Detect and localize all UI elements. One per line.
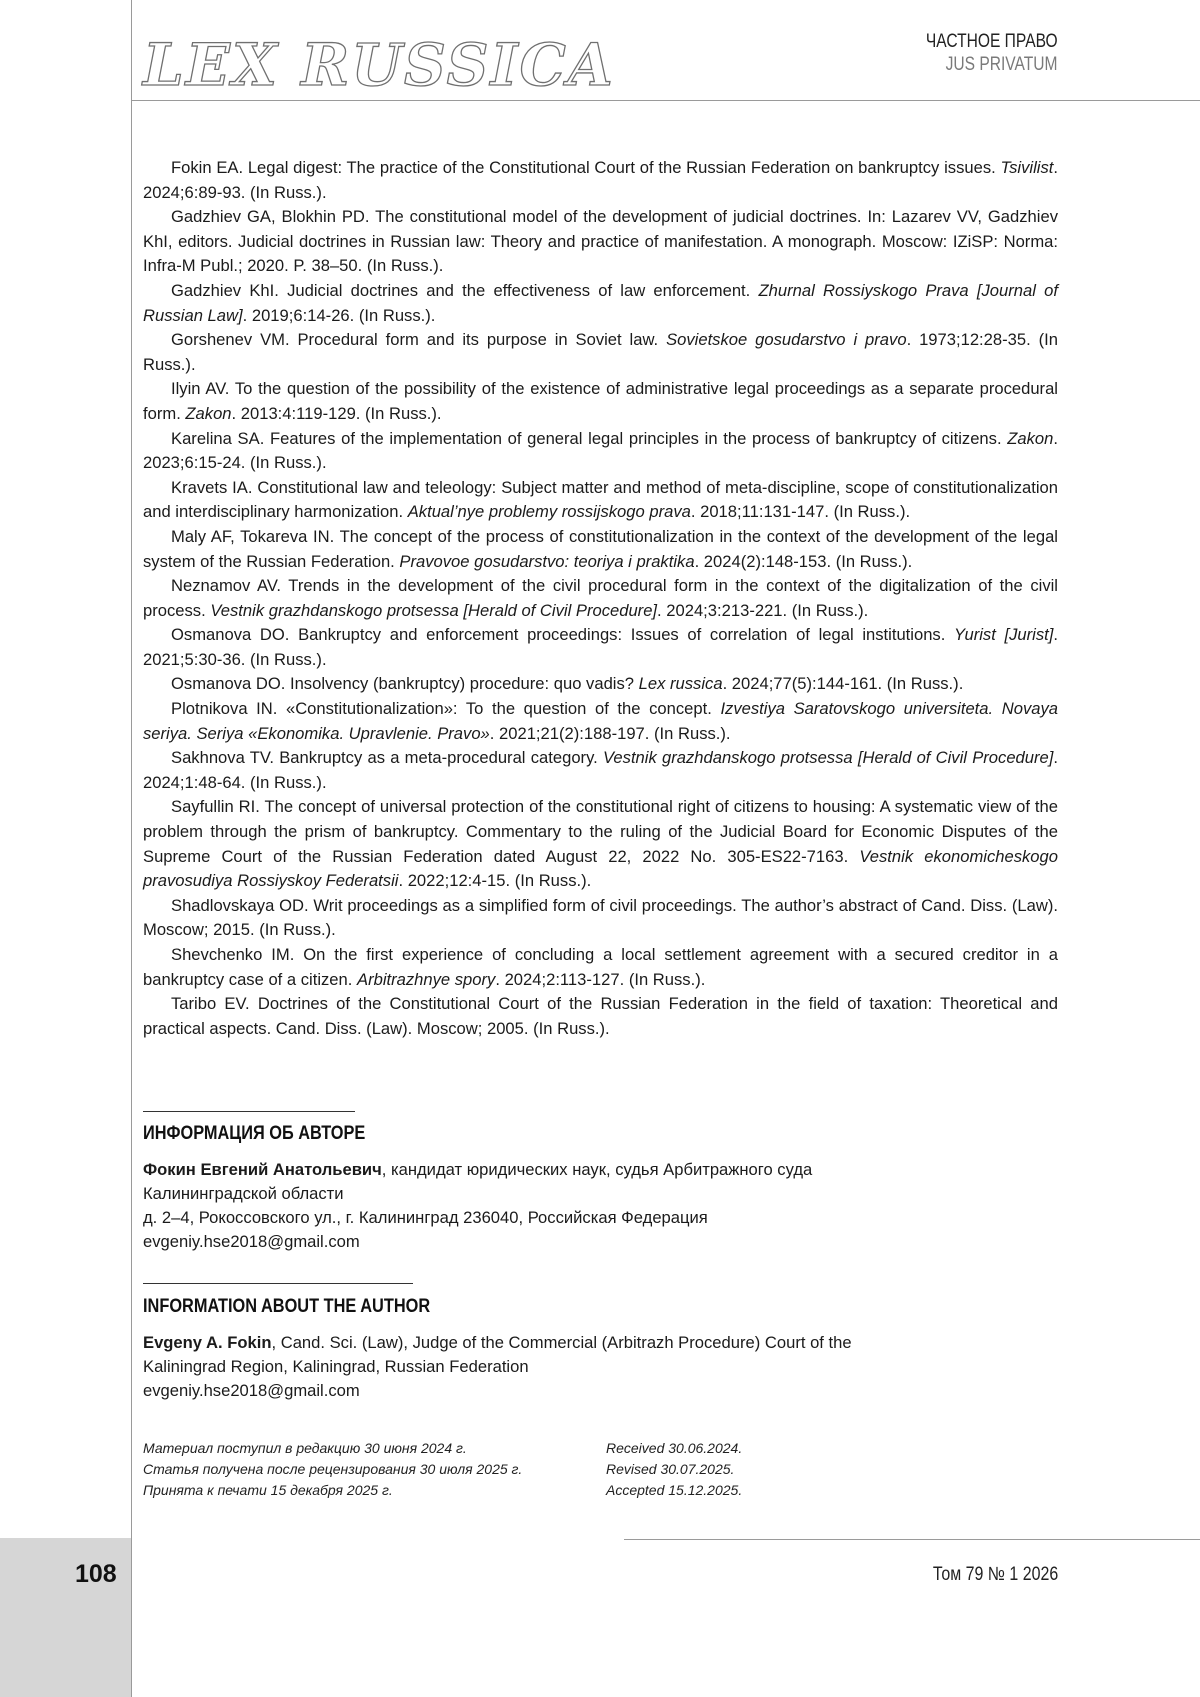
left-margin-strip bbox=[0, 0, 132, 1697]
author-ru-title: , кандидат юридических наук, судья Арбитражного суда Калининградской области bbox=[143, 1160, 813, 1203]
issue-info: Том 79 № 1 2026 bbox=[932, 1564, 1058, 1585]
header-rule bbox=[132, 100, 1200, 101]
reference-item: Taribo EV. Doctrines of the Constitutional Court of the Russian Federation in the field of taxation: Theoretical and practical aspects. Cand. Diss. (Law). Moscow; 2005. (In Russ.). bbox=[143, 994, 1058, 1038]
reference-item: Neznamov AV. Trends in the development of the civil procedural form in the context of the digitalization of the civil process. Vestnik grazhdanskogo protsessa [Herald of Civil Procedure]. 2024;3:213-221. (In Russ.). bbox=[143, 576, 1058, 620]
reference-item: Ilyin AV. To the question of the possibility of the existence of administrative legal proceedings as a separate procedural form. Zakon. 2013:4:119-129. (In Russ.). bbox=[143, 379, 1058, 423]
author-en-name: Evgeny A. Fokin bbox=[143, 1333, 272, 1352]
dates-en bbox=[606, 1438, 742, 1501]
author-en-rule bbox=[143, 1283, 413, 1284]
reference-item: Plotnikova IN. «Constitutionalization»: To the question of the concept. Izvestiya Saratovskogo universiteta. Novaya seriya. Seriya «Ekonomika. Upravlenie. Pravo». 2021;21(2):188-197. (In Russ.). bbox=[143, 699, 1058, 743]
reference-item: Maly AF, Tokareva IN. The concept of the process of constitutionalization in the context of the development of the legal system of the Russian Federation. Pravovoe gosudarstvo: teoriya i praktika. 2024(2):148-153. (In Russ.). bbox=[143, 526, 1058, 571]
reference-item: Karelina SA. Features of the implementation of general legal principles in the process of bankruptcy of citizens. Zakon. 2023;6:15-24. (In Russ.). bbox=[143, 428, 1058, 473]
reference-item: Gadzhiev GA, Blokhin PD. The constitutional model of the development of judicial doctrines. In: Lazarev VV, Gadzhiev KhI, editors. Judicial doctrines in Russian law: Theory and practice of manifestation. A monograph. Moscow: IZiSP: Norma: Infra-M Publ.; 2020. P. 38–50. (In Russ.). bbox=[143, 207, 1058, 276]
date-accepted-en: Accepted 15.12.2025. bbox=[606, 1482, 743, 1498]
author-ru-name: Фокин Евгений Анатольевич bbox=[143, 1160, 382, 1179]
reference-item: Sayfullin RI. The concept of universal protection of the constitutional right of citizens to housing: A systematic view of the problem through the prism of bankruptcy. Commentary to the ruling of the Judicial Board for Economic Disputes of the Supreme Court of the Russian Federation dated August 22, 2022 No. 305-ES22-7163. Vestnik ekonomicheskogo pravosudiya Rossiyskoy Federatsii. 2022;12:4-15. (In Russ.). bbox=[143, 797, 1058, 891]
date-accepted-ru: Принята к печати 15 декабря 2025 г. bbox=[143, 1482, 393, 1498]
author-en-title: , Cand. Sci. (Law), Judge of the Commercial (Arbitrazh Procedure) Court of the Kaliningrad Region, Kaliningrad, Russian Federation bbox=[143, 1333, 852, 1376]
author-ru-address: д. 2–4, Рокоссовского ул., г. Калининград 236040, Российская Федерация bbox=[143, 1208, 708, 1227]
reference-item: Kravets IA. Constitutional law and teleology: Subject matter and method of meta-discipline, scope of constitutionalization and interdisciplinary harmonization. Aktual’nye problemy rossijskogo prava. 2018;11:131-147. (In Russ.). bbox=[143, 477, 1058, 522]
author-en-email: evgeniy.hse2018@gmail.com bbox=[143, 1381, 360, 1400]
journal-logo: LEX RUSSICA bbox=[143, 31, 615, 99]
reference-item: Fokin EA. Legal digest: The practice of the Constitutional Court of the Russian Federation on bankruptcy issues. Tsivilist. 2024;6:89-93. (In Russ.). bbox=[143, 158, 1058, 202]
section-title-ru: ЧАСТНОЕ ПРАВО bbox=[926, 31, 1058, 52]
references-list bbox=[143, 156, 1058, 1041]
footer-rule bbox=[624, 1539, 1200, 1540]
author-ru-info bbox=[143, 1158, 903, 1254]
date-received-ru: Материал поступил в редакцию 30 июня 2024 г. bbox=[143, 1440, 467, 1456]
reference-item: Gorshenev VM. Procedural form and its purpose in Soviet law. Sovietskoe gosudarstvo i pravo. 1973;12:28-35. (In Russ.). bbox=[143, 330, 1058, 374]
author-en-info bbox=[143, 1331, 873, 1403]
author-ru-email: evgeniy.hse2018@gmail.com bbox=[143, 1232, 360, 1251]
section-title-en: JUS PRIVATUM bbox=[946, 54, 1058, 75]
reference-item: Gadzhiev KhI. Judicial doctrines and the effectiveness of law enforcement. Zhurnal Rossiyskogo Prava [Journal of Russian Law]. 2019;6:14-26. (In Russ.). bbox=[143, 280, 1059, 325]
page-number: 108 bbox=[75, 1560, 117, 1588]
reference-item: Osmanova DO. Bankruptcy and enforcement proceedings: Issues of correlation of legal institutions. Yurist [Jurist]. 2021;5:30-36. (In Russ.). bbox=[143, 625, 1058, 669]
author-ru-heading: ИНФОРМАЦИЯ ОБ АВТОРЕ bbox=[143, 1123, 366, 1144]
author-en-heading: INFORMATION ABOUT THE AUTHOR bbox=[143, 1296, 431, 1317]
reference-item: Sakhnova TV. Bankruptcy as a meta-procedural category. Vestnik grazhdanskogo protsessa [Herald of Civil Procedure]. 2024;1:48-64. (In Russ.). bbox=[143, 748, 1058, 792]
reference-item: Shadlovskaya OD. Writ proceedings as a simplified form of civil proceedings. The author’s abstract of Cand. Diss. (Law). Moscow; 2015. (In Russ.). bbox=[143, 895, 1058, 940]
dates-ru bbox=[143, 1438, 522, 1501]
date-revised-en: Revised 30.07.2025. bbox=[606, 1461, 735, 1477]
date-received-en: Received 30.06.2024. bbox=[606, 1440, 743, 1456]
date-revised-ru: Статья получена после рецензирования 30 июля 2025 г. bbox=[143, 1461, 523, 1477]
reference-item: Osmanova DO. Insolvency (bankruptcy) procedure: quo vadis? Lex russica. 2024;77(5):144-161. (In Russ.). bbox=[171, 674, 964, 694]
author-ru-rule bbox=[143, 1111, 355, 1112]
reference-item: Shevchenko IM. On the first experience of concluding a local settlement agreement with a secured creditor in a bankruptcy case of a citizen. Arbitrazhnye spory. 2024;2:113-127. (In Russ.). bbox=[143, 945, 1058, 989]
